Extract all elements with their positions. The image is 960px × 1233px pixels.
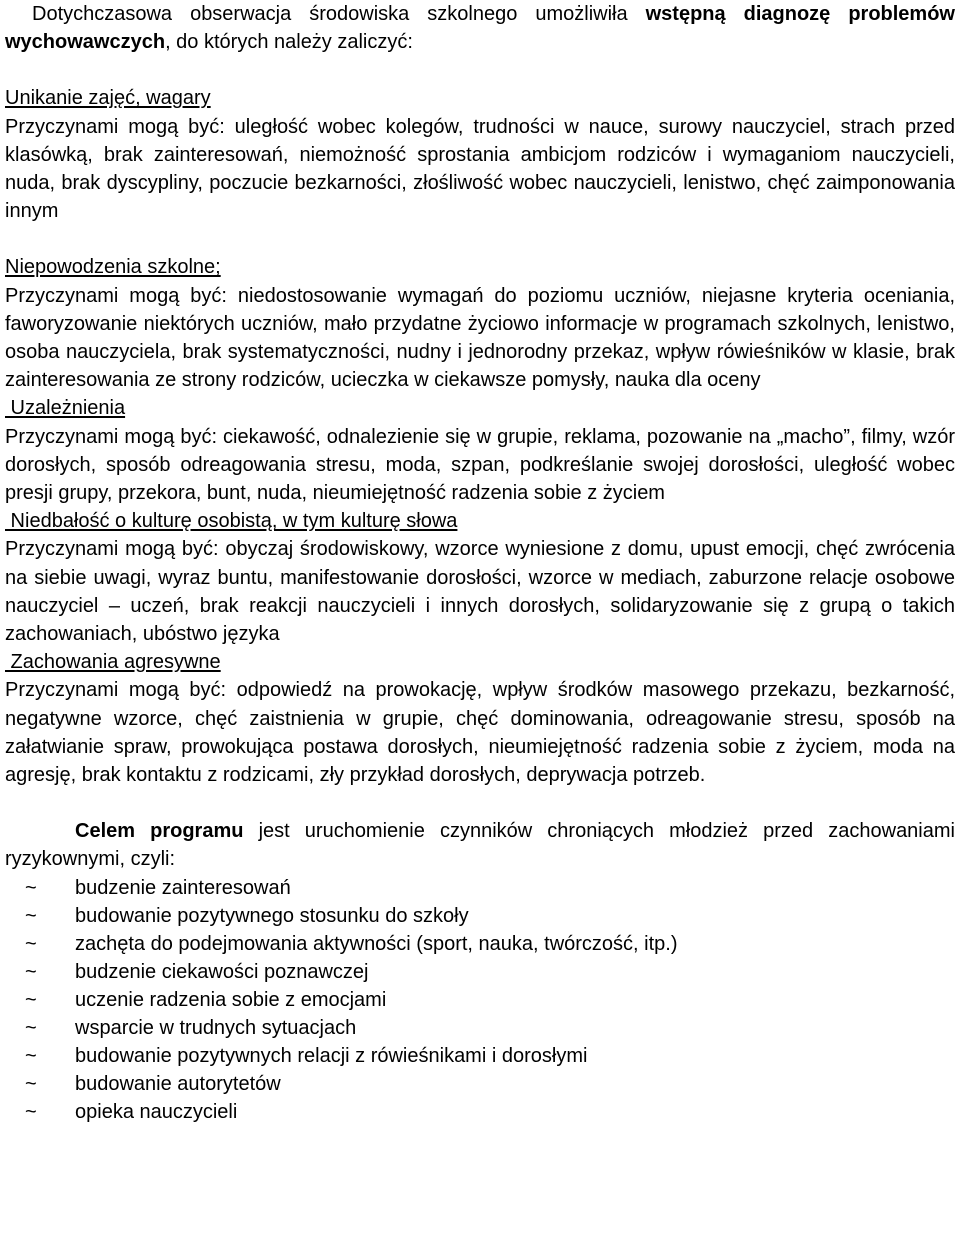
list-item — [5, 1042, 955, 1070]
list-item — [5, 1070, 955, 1098]
tilde-bullet-icon: ~ — [25, 904, 37, 927]
goal-text: uczenie radzenia sobie z emocjami — [75, 988, 387, 1011]
section-agresja — [5, 648, 955, 789]
section-heading: Zachowania agresywne — [5, 651, 221, 674]
intro-text: Dotychczasowa obserwacja środowiska szkolnego umożliwiła — [32, 3, 646, 25]
list-item — [5, 1098, 955, 1126]
tilde-bullet-icon: ~ — [25, 1072, 37, 1095]
section-body: Przyczynami mogą być: ciekawość, odnalezienie się w grupie, reklama, pozowanie na „macho”, filmy, wzór dorosłych, sposób odreagowania stresu, moda, szpan, podkreślanie swojej dorosłości, uległość wobec presji grupy, przekora, bunt, nuda, nieumiejętność radzenia sobie z życiem — [5, 425, 955, 505]
list-item — [5, 930, 955, 958]
spacer — [5, 56, 955, 84]
section-niepowodzenia — [5, 253, 955, 394]
tilde-bullet-icon: ~ — [25, 1100, 37, 1123]
section-kultura — [5, 507, 955, 648]
intro-paragraph — [5, 0, 955, 56]
goals-list — [5, 874, 955, 1126]
tilde-bullet-icon: ~ — [25, 1016, 37, 1039]
goal-text: zachęta do podejmowania aktywności (sport, nauka, twórczość, itp.) — [75, 932, 678, 955]
goal-text: budowanie pozytywnych relacji z rówieśnikami i dorosłymi — [75, 1044, 588, 1067]
program-goal-paragraph — [5, 817, 955, 873]
section-heading: Niepowodzenia szkolne; — [5, 256, 221, 279]
program-text: jest uruchomienie czynników chroniących młodzież przed zachowaniami ryzykownymi, czyli: — [5, 820, 955, 871]
spacer — [5, 789, 955, 817]
spacer — [5, 225, 955, 253]
tilde-bullet-icon: ~ — [25, 876, 37, 899]
tilde-bullet-icon: ~ — [25, 960, 37, 983]
list-item — [5, 958, 955, 986]
section-uzaleznienia — [5, 394, 955, 507]
goal-text: budzenie zainteresowań — [75, 876, 291, 899]
tilde-bullet-icon: ~ — [25, 932, 37, 955]
section-body: Przyczynami mogą być: obyczaj środowiskowy, wzorce wyniesione z domu, upust emocji, chęć zwrócenia na siebie uwagi, wyraz buntu, manifestowanie dorosłości, wzorce w mediach, zaburzone relacje osobowe nauczyciel – uczeń, brak reakcji nauczycieli i innych dorosłych, solidaryzowanie się z grupą o takich zachowaniach, ubóstwo języka — [5, 538, 955, 646]
list-item — [5, 874, 955, 902]
section-body: Przyczynami mogą być: uległość wobec kolegów, trudności w nauce, surowy nauczyciel, strach przed klasówką, brak zainteresowań, niemożność sprostania ambicjom rodziców i wymaganiom nauczycieli, nuda, brak dyscypliny, poczucie bezkarności, złośliwość wobec nauczycieli, lenistwo, chęć zaimponowania innym — [5, 115, 955, 223]
program-bold: Celem programu — [75, 820, 244, 843]
tilde-bullet-icon: ~ — [25, 1044, 37, 1067]
list-item — [5, 986, 955, 1014]
goal-text: budzenie ciekawości poznawczej — [75, 960, 369, 983]
list-item — [5, 902, 955, 930]
goal-text: opieka nauczycieli — [75, 1100, 238, 1123]
section-heading: Unikanie zajęć, wagary — [5, 87, 211, 110]
intro-text-end: , do których należy zaliczyć: — [165, 31, 413, 54]
section-heading: Uzależnienia — [5, 397, 126, 420]
goal-text: wsparcie w trudnych sytuacjach — [75, 1016, 357, 1039]
intro-bold: wstępną diagnozę problemów wychowawczych — [5, 3, 955, 54]
goal-text: budowanie pozytywnego stosunku do szkoły — [75, 904, 469, 927]
list-item — [5, 1014, 955, 1042]
section-body: Przyczynami mogą być: niedostosowanie wymagań do poziomu uczniów, niejasne kryteria oceniania, faworyzowanie niektórych uczniów, mało przydatne życiowo informacje w programach szkolnych, lenistwo, osoba nauczyciela, brak systematyczności, nudny i jednorodny przekaz, wpływ rówieśników w klasie, brak zainteresowania ze strony rodziców, ucieczka w ciekawsze pomysły, nauka dla oceny — [5, 284, 955, 392]
goal-text: budowanie autorytetów — [75, 1072, 281, 1095]
tilde-bullet-icon: ~ — [25, 988, 37, 1011]
section-wagary — [5, 84, 955, 225]
section-heading: Niedbałość o kulturę osobistą, w tym kulturę słowa — [5, 510, 458, 533]
section-body: Przyczynami mogą być: odpowiedź na prowokację, wpływ środków masowego przekazu, bezkarność, negatywne wzorce, chęć zaistnienia w grupie, chęć dominowania, odreagowanie stresu, sposób na załatwianie spraw, prowokująca postawa dorosłych, nieumiejętność radzenia sobie z życiem, moda na agresję, brak kontaktu z rodzicami, zły przykład dorosłych, deprywacja potrzeb. — [5, 679, 955, 787]
